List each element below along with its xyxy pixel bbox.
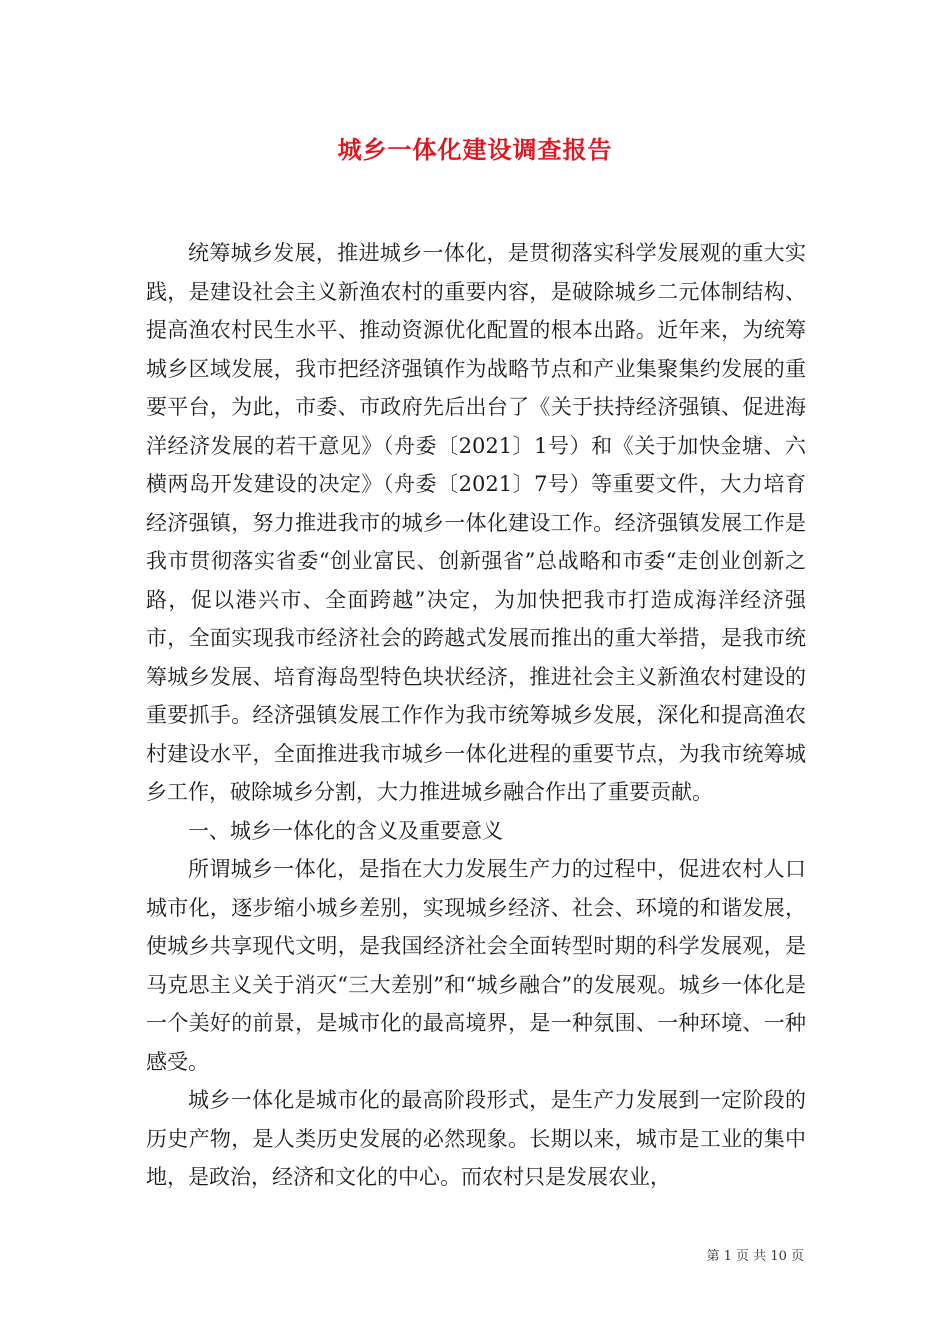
paragraph-history: 城乡一体化是城市化的最高阶段形式，是生产力发展到一定阶段的历史产物，是人类历史发展的必然现象。长期以来，城市是工业的集中地，是政治，经济和文化的中心。而农村只是发展农业， bbox=[146, 1088, 806, 1189]
paragraph-definition: 所谓城乡一体化，是指在大力发展生产力的过程中，促进农村人口城市化，逐步缩小城乡差别，实现城乡经济、社会、环境的和谐发展，使城乡共享现代文明，是我国经济社会全面转型时期的科学发展观，是马克思主义关于消灭“三大差别”和“城乡融合”的发展观。城乡一体化是一个美好的前景，是城市化的最高境界，是一种氛围、一种环境、一种感受。 bbox=[146, 857, 806, 1074]
section-heading-1: 一、城乡一体化的含义及重要意义 bbox=[188, 818, 503, 843]
document-body bbox=[146, 234, 806, 1197]
document-title: 城乡一体化建设调查报告 bbox=[337, 135, 613, 164]
paragraph-intro: 统筹城乡发展，推进城乡一体化，是贯彻落实科学发展观的重大实践，是建设社会主义新渔农村的重要内容，是破除城乡二元体制结构、提高渔农村民生水平、推动资源优化配置的根本出路。近年来，为统筹城乡区域发展，我市把经济强镇作为战略节点和产业集聚集约发展的重要平台，为此，市委、市政府先后出台了《关于扶持经济强镇、促进海洋经济发展的若干意见》（舟委〔2021〕1号）和《关于加快金塘、六横两岛开发建设的决定》（舟委〔2021〕7号）等重要文件，大力培育经济强镇，努力推进我市的城乡一体化建设工作。经济强镇发展工作是我市贯彻落实省委“创业富民、创新强省”总战略和市委“走创业创新之路，促以港兴市、全面跨越”决定，为加快把我市打造成海洋经济强市，全面实现我市经济社会的跨越式发展而推出的重大举措，是我市统筹城乡发展、培育海岛型特色块状经济，推进社会主义新渔农村建设的重要抓手。经济强镇发展工作作为我市统筹城乡发展，深化和提高渔农村建设水平，全面推进我市城乡一体化进程的重要节点，为我市统筹城乡工作，破除城乡分割，大力推进城乡融合作出了重要贡献。 bbox=[146, 241, 806, 804]
page-number-footer: 第 1 页 共 10 页 bbox=[706, 1249, 804, 1264]
